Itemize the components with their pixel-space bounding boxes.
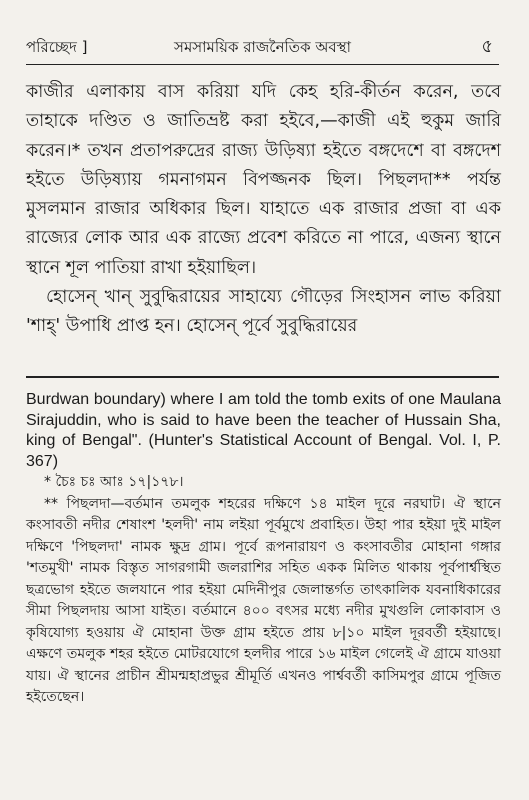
body-paragraph: হোসেন্ খান্ সুবুদ্ধিরায়ের সাহায্যে গৌড়ের সিংহাসন লাভ করিয়া 'শাহ্' উপাধি প্রাপ্ত হন। হোসেন্ পূর্বে সুবুদ্ধিরায়ের <box>26 287 501 337</box>
footnote-double-star: ** পিছলদা—বর্তমান তমলুক শহরের দক্ষিণে ১৪ মাইল দূরে নরঘাট। ঐ স্থানে কংসাবতী নদীর শেষাংশ 'হলদী' নাম লইয়া পূর্বমুখে প্রবাহিত। উহা পার হইয়া দুই মাইল দক্ষিণে 'পিছলদা' নামক ক্ষুদ্র গ্রাম। পূর্বে রূপনারায়ণ ও কংসাবতীর মোহানা গঙ্গার 'শতমুখী' নামক বিস্তৃত সাগরগামী জলরাশির সহিত একক মিলিত থাকায় পূর্বপার্শ্বস্থিত ছত্রভোগ হইতে জলযানে পার হইয়া মেদিনীপুর জেলান্তর্গত তাৎকালিক যবনাধিকারের সীমা পিছলদায় আসা যাইত। বর্তমানে ৪০০ বৎসর মধ্যে নদীর মুখগুলি লোকাবাস ও কৃষিযোগ্য হওয়ায় ঐ মোহানা উক্ত গ্রাম হইতে প্রায় ৮|১০ মাইল দূরবর্তী হইয়াছে। এক্ষণে তমলুক শহর হইতে মোটরযোগে হলদীর পারে ১৬ মাইল গেলেই ঐ গ্রামে যাওয়া যায়। ঐ স্থানের প্রাচীন শ্রীমন্মহাপ্রভুর শ্রীমূর্তি এখনও পার্শ্ববর্তী কাসিমপুর গ্রামে পূজিত হইতেছেন। <box>26 495 501 705</box>
page-number: ৫ <box>481 36 493 57</box>
running-header <box>26 30 499 65</box>
chapter-label: পরিচ্ছেদ ] <box>26 38 88 56</box>
body-paragraph: কাজীর এলাকায় বাস করিয়া যদি কেহ হরি-কীর্তন করেন, তবে তাহাকে দণ্ডিত ও জাতিভ্রষ্ট করা হইবে,—কাজী এই হুকুম জারি করেন।* তখন প্রতাপরুদ্রের রাজ্য উড়িষ্যা হইতে বঙ্গদেশে বা বঙ্গদেশ হইতে উড়িষ্যায় গমনাগমন বিপজ্জনক ছিল। পিছলদা** পর্যন্ত মুসলমান রাজার অধিকার ছিল। যাহাতে এক রাজার প্রজা বা এক রাজ্যের লোক আর এক রাজ্যে প্রবেশ করিতে না পারে, এজন্য স্থানে স্থানে শূল পাতিয়া রাখা হইয়াছিল। <box>26 82 501 278</box>
footnotes <box>26 390 501 709</box>
footnote-divider <box>26 376 499 378</box>
running-title: সমসাময়িক রাজনৈতিক অবস্থা <box>174 38 351 56</box>
footnote-english-quote: Burdwan boundary) where I am told the tomb exits of one Maulana Sirajuddin, who is said to have been the teacher of Hussain Sha, king of Bengal". (Hunter's Statistical Account of Bengal. Vol. I, P. 367) <box>26 391 501 470</box>
body-text <box>26 78 501 342</box>
footnote-single-star: * চৈঃ চঃ আঃ ১৭|১৭৮। <box>44 474 184 490</box>
